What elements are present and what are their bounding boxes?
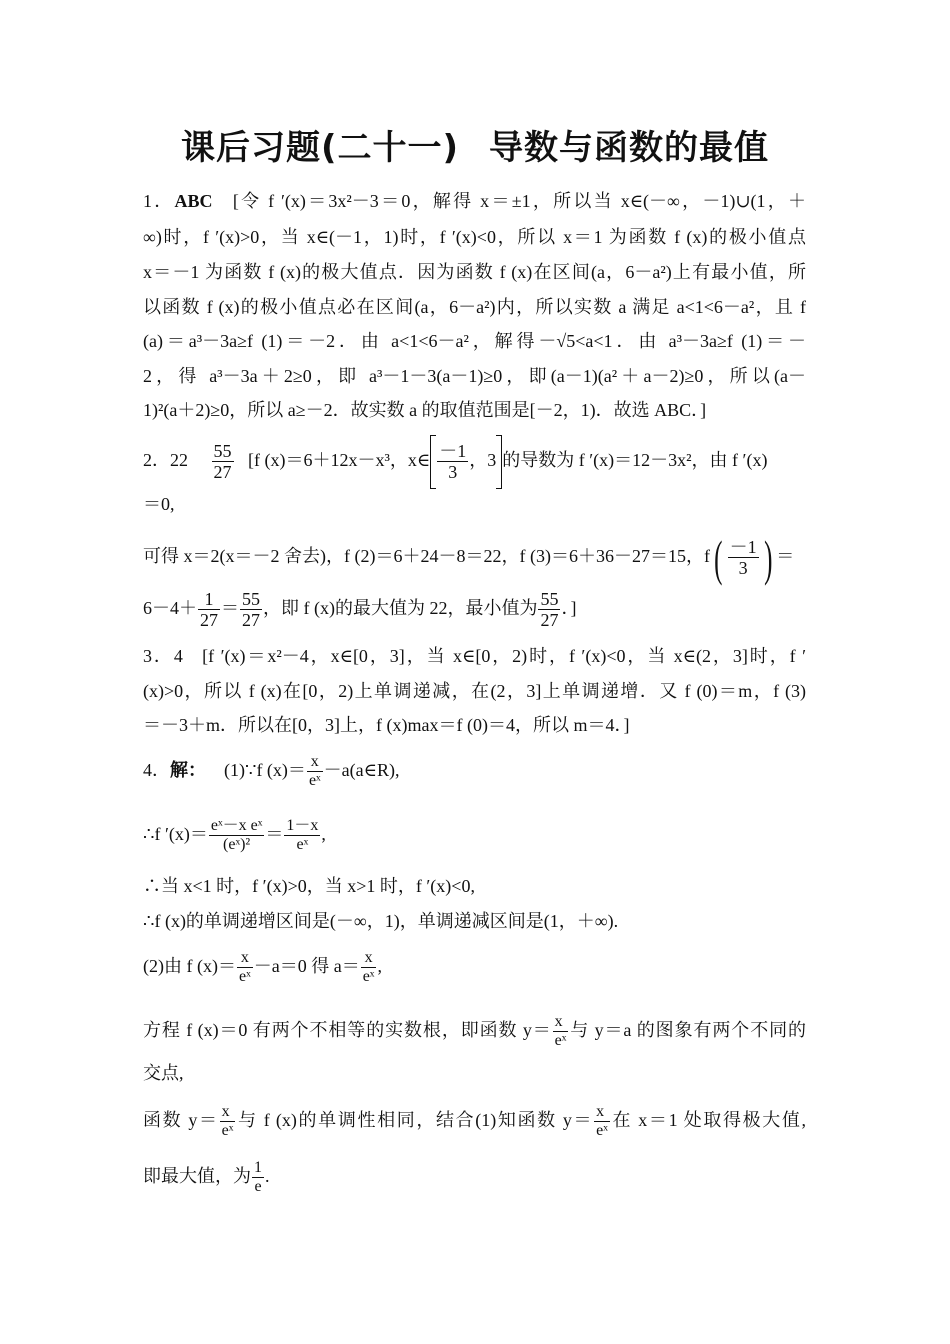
one-over-e-fraction: $\frac{1}{e}$ bbox=[254, 1159, 262, 1196]
q4-line-2: ∴f ′(x)＝ $\frac{\text{eˣ－x eˣ}}{\text{(eˣ)²}}$ ＝ $\frac{1-x}{\text{eˣ}}$ , bbox=[143, 817, 326, 854]
interval-left-fraction: $\frac{-1}{3}$ bbox=[439, 441, 467, 483]
q4-line-7: 交点, bbox=[143, 1063, 184, 1083]
page-title bbox=[0, 120, 950, 169]
left-paren: ( bbox=[714, 529, 723, 586]
q4-line-8: 函数 y＝ $\frac{x}{\text{eˣ}}$ 与 f (x)的单调性相同，结合(1)知函数 y＝ $\frac{x}{\text{eˣ}}$ 在 x＝1 处取得极大值, bbox=[143, 1103, 806, 1140]
p5-fraction-1: $\frac{x}{\text{eˣ}}$ bbox=[238, 949, 251, 986]
q2-answer-2-fraction: $\frac{55}{27}$ bbox=[213, 441, 232, 483]
q2-line-1: 2．22 $\frac{55}{27}$ [f (x)＝6＋12x－x³，x∈ $\frac{-1}{3}$ ，3 的导数为 f ′(x)＝12－3x²，由 f ′(x) bbox=[143, 432, 767, 489]
q2-answer-1: 22 bbox=[170, 450, 188, 470]
q4-line-6: 方程 f (x)＝0 有两个不相等的实数根，即函数 y＝ $\frac{x}{\text{eˣ}}$ 与 y＝a 的图象有两个不同的 bbox=[143, 1013, 806, 1050]
x-over-ex-fraction: $\frac{x}{\text{eˣ}}$ bbox=[308, 753, 321, 790]
q1-answer: ABC bbox=[174, 191, 213, 211]
fraction-1-27: $\frac{1}{27}$ bbox=[200, 589, 218, 631]
q2-line-3: 可得 x＝2(x＝－2 舍去)，f (2)＝6＋24－8＝22，f (3)＝6＋36－27＝15，f( $\frac{-1}{3}$ ) ＝ bbox=[143, 529, 795, 586]
q3-line-3: ＝－3＋m．所以在[0，3]上，f (x)max＝f (0)＝4，所以 m＝4．] bbox=[143, 715, 630, 735]
p8-fraction-1: $\frac{x}{\text{eˣ}}$ bbox=[221, 1103, 234, 1140]
derivative-fraction-2: $\frac{1-x}{\text{eˣ}}$ bbox=[286, 817, 319, 854]
q4-line-3: ∴当 x<1 时，f ′(x)>0，当 x>1 时，f ′(x)<0, bbox=[143, 876, 475, 896]
q1-line-7: 1)²(a＋2)≥0，所以 a≥－2．故实数 a 的取值范围是[－2，1)．故选 ABC．] bbox=[143, 400, 707, 420]
derivative-fraction-1: $\frac{\text{eˣ－x eˣ}}{\text{(eˣ)²}}$ bbox=[210, 817, 263, 854]
q1-line-3: x＝－1 为函数 f (x)的极大值点．因为函数 f (x)在区间(a，6－a²)上有最小值，所 bbox=[143, 262, 806, 282]
left-bracket bbox=[430, 435, 436, 489]
q2-line-2: ＝0, bbox=[143, 494, 175, 514]
q4-line-1: 4．解： (1)∵f (x)＝ $\frac{x}{\text{eˣ}}$ －a(a∈R), bbox=[143, 753, 400, 790]
q1-line-2: ∞)时，f ′(x)>0，当 x∈(－1，1)时，f ′(x)<0，所以 x＝1 为函数 f (x)的极小值点 bbox=[143, 227, 806, 247]
p8-fraction-2: $\frac{x}{\text{eˣ}}$ bbox=[596, 1103, 608, 1140]
q4-line-5: (2)由 f (x)＝ $\frac{x}{\text{eˣ}}$ －a＝0 得 a＝ $\frac{x}{\text{eˣ}}$ , bbox=[143, 949, 382, 986]
q2-line-4: 6－4＋ $\frac{1}{27}$ ＝ $\frac{55}{27}$ ，即 f (x)的最大值为 22，最小值为 $\frac{55}{27}$ ．] bbox=[143, 589, 577, 631]
right-paren: ) bbox=[763, 529, 773, 586]
q1-line-1: 1．ABC [令 f ′(x)＝3x²－3＝0，解得 x＝±1，所以当 x∈(－∞，－1)∪(1，＋ bbox=[143, 191, 807, 211]
fraction-55-27: $\frac{55}{27}$ bbox=[242, 589, 260, 631]
q4-line-4: ∴f (x)的单调递增区间是(－∞，1)，单调递减区间是(1，＋∞). bbox=[143, 911, 619, 931]
fraction-min-value: $\frac{55}{27}$ bbox=[540, 589, 559, 631]
q1-line-6: 2，得 a³－3a＋2≥0，即 a³－1－3(a－1)≥0，即(a－1)(a²＋a－2)≥0，所以(a－ bbox=[143, 366, 806, 386]
q4-label: 解： bbox=[170, 760, 206, 780]
q3-line-2: (x)>0，所以 f (x)在[0，2)上单调递减，在(2，3]上单调递增．又 f (0)＝m，f (3) bbox=[143, 681, 806, 701]
p5-fraction-2: $\frac{x}{\text{eˣ}}$ bbox=[362, 949, 375, 986]
p6-fraction: $\frac{x}{\text{eˣ}}$ bbox=[554, 1013, 567, 1050]
q3-line-1: 3．4 [f ′(x)＝x²－4，x∈[0，3]，当 x∈[0，2)时，f ′(x)<0，当 x∈(2，3]时，f ′ bbox=[143, 646, 807, 666]
q1-line-4: 以函数 f (x)的极小值点必在区间(a，6－a²)内，所以实数 a 满足 a<1<6－a²，且 f bbox=[143, 297, 806, 317]
q4-line-9: 即最大值，为 $\frac{1}{e}$ . bbox=[143, 1159, 270, 1196]
f-arg-fraction: $\frac{-1}{3}$ bbox=[729, 537, 757, 579]
q1-line-5: (a)＝a³－3a≥f (1)＝－2．由 a<1<6－a²，解得－√5<a<1．由 a³－3a≥f (1)＝－ bbox=[143, 331, 806, 351]
q3-answer: 4 bbox=[173, 646, 183, 666]
title-main: 课后习题(二十一) bbox=[180, 128, 460, 168]
title-topic: 导数与函数的最值 bbox=[489, 128, 770, 168]
